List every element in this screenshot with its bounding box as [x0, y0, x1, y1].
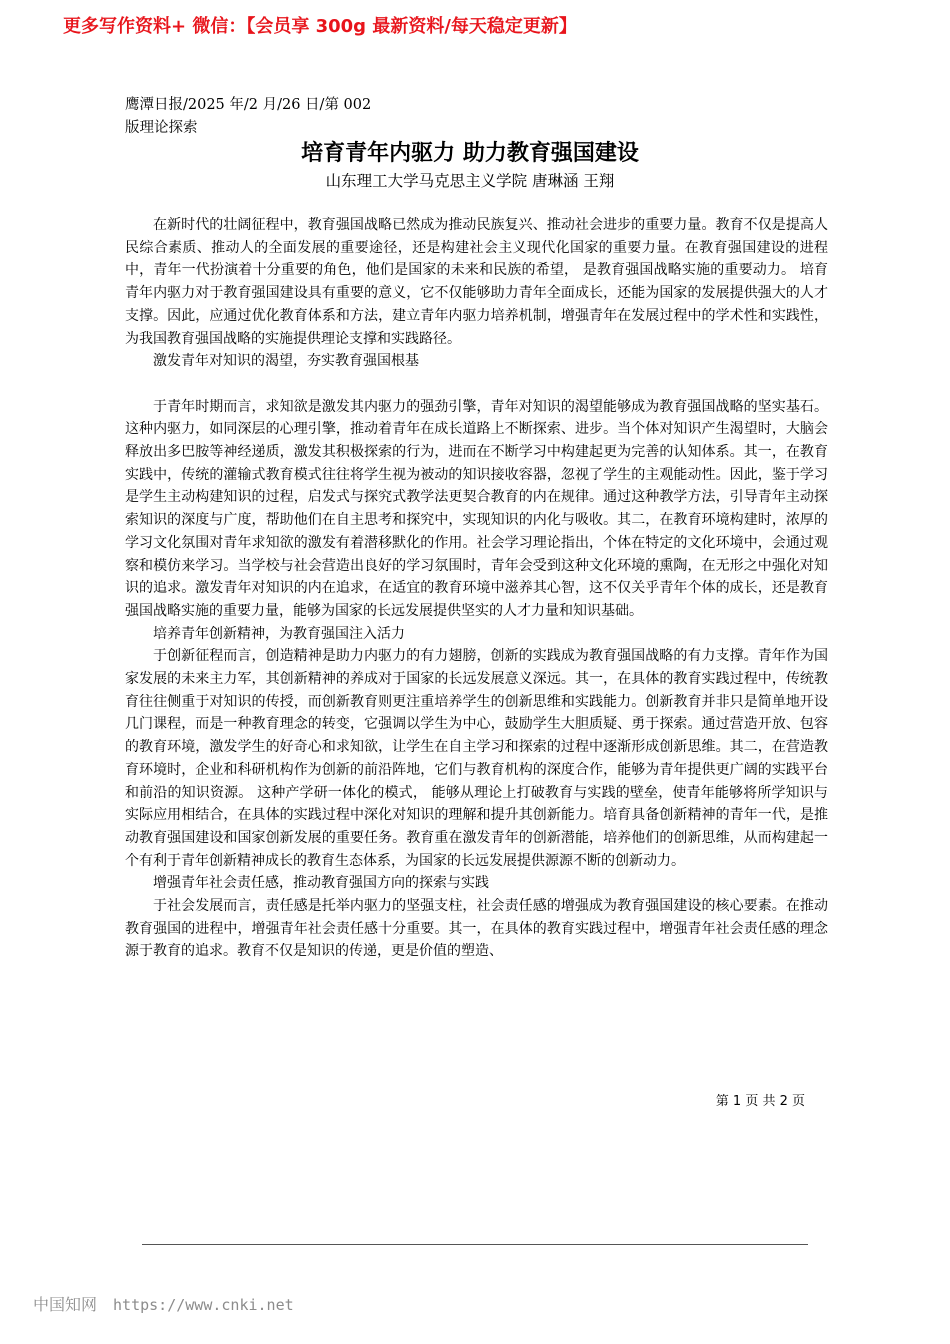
source-citation-line-1: 鹰潭日报/2025 年/2 月/26 日/第 002 — [125, 97, 372, 113]
source-citation-line-2: 版理论探索 — [125, 120, 198, 136]
intro-paragraph: 在新时代的壮阔征程中，教育强国战略已然成为推动民族复兴、推动社会进步的重要力量。教育不仅是提高人民综合素质、推动人的全面发展的重要途径，还是构建社会主义现代化国家的重要力量。在教育强国建设的进程中，青年一代扮演着十分重要的角色，他们是国家的未来和民族的希望， 是教育强国战略实施的重要动力。 培育青年内驱力对于教育强国建设具有重要的意义，它不仅能够助力青年全面成长，还能为国家的发展提供强大的人才支撑。因此，应通过优化教育体系和方法，建立青年内驱力培养机制，增强青年在发展过程中的学术性和实践性，为我国教育强国战略的实施提供理论支撑和实践路径。 — [125, 217, 828, 347]
article-title: 培育青年内驱力 助力教育强国建设 — [301, 141, 639, 166]
section-paragraph-innovation: 于创新征程而言，创造精神是助力内驱力的有力翅膀，创新的实践成为教育强国战略的有力支撑。青年作为国家发展的未来主力军，其创新精神的养成对于国家的长远发展意义深远。其一，在具体的教育实践过程中，传统教育往往侧重于对知识的传授，而创新教育则更注重培养学生的创新思维和实践能力。创新教育并非只是简单地开设几门课程，而是一种教育理念的转变，它强调以学生为中心，鼓励学生大胆质疑、勇于探索。通过营造开放、包容的教育环境，激发学生的好奇心和求知欲，让学生在自主学习和探索的过程中逐渐形成创新思维。其二，在营造教育环境时，企业和科研机构作为创新的前沿阵地，它们与教育机构的深度合作，能够为青年提供更广阔的实践平台和前沿的知识资源。 这种产学研一体化的模式， 能够从理论上打破教育与实践的壁垒，使青年能够将所学知识与实际应用相结合，在具体的实践过程中深化对知识的理解和提升其创新能力。培育具备创新精神的青年一代，是推动教育强国建设和国家创新发展的重要任务。教育重在激发青年的创新潜能，培养他们的创新思维，从而构建起一个有利于青年创新精神成长的教育生态体系，为国家的长远发展提供源源不断的创新动力。 — [125, 648, 828, 869]
section-heading-innovation: 培养青年创新精神，为教育强国注入活力 — [153, 625, 405, 642]
section-heading-knowledge: 激发青年对知识的渴望，夯实教育强国根基 — [153, 353, 419, 370]
section-paragraph-knowledge: 于青年时期而言，求知欲是激发其内驱力的强劲引擎，青年对知识的渴望能够成为教育强国战略的坚实基石。这种内驱力，如同深层的心理引擎，推动着青年在成长道路上不断探索、进步。当个体对知识产生渴望时，大脑会释放出多巴胺等神经递质，激发其积极探索的行为，进而在不断学习中构建起更为完善的认知体系。其一，在教育实践中，传统的灌输式教育模式往往将学生视为被动的知识接收容器，忽视了学生的主观能动性。因此，鉴于学习是学生主动构建知识的过程，启发式与探究式教学法更契合教育的内在规律。通过这种教学方法，引导青年主动探索知识的深度与广度，帮助他们在自主思考和探究中，实现知识的内化与吸收。其二，在教育环境构建时，浓厚的学习文化氛围对青年求知欲的激发有着潜移默化的作用。社会学习理论指出，个体在特定的文化环境中，会通过观察和模仿来学习。当学校与社会营造出良好的学习氛围时，青年会受到这种文化环境的熏陶，在无形之中强化对知识的追求。激发青年对知识的内在追求，在适宜的教育环境中滋养其心智，这不仅关乎青年个体的成长，还是教育强国战略实施的重要力量，能够为国家的长远发展提供坚实的人才力量和知识基础。 — [125, 398, 828, 619]
promo-banner: 更多写作资料+ 微信：【会员享 300g 最新资料/每天稳定更新】 — [63, 16, 577, 37]
cnki-watermark — [33, 1294, 294, 1316]
source-citation — [125, 94, 825, 140]
section-heading-responsibility: 增强青年社会责任感，推动教育强国方向的探索与实践 — [153, 875, 489, 892]
article-body — [125, 214, 828, 963]
page-number: 第 1 页 共 2 页 — [715, 1094, 805, 1109]
section-paragraph-responsibility: 于社会发展而言，责任感是托举内驱力的坚强支柱，社会责任感的增强成为教育强国建设的核心要素。在推动教育强国的进程中，增强青年社会责任感十分重要。其一，在具体的教育实践过程中，增强青年社会责任感的理念源于教育的追求。教育不仅是知识的传递，更是价值的塑造、 — [125, 898, 828, 960]
paragraph-spacer — [125, 373, 828, 396]
footer-divider — [142, 1244, 808, 1245]
watermark-url[interactable]: https://www.cnki.net — [113, 1296, 294, 1314]
author-line: 山东理工大学马克思主义学院 唐琳涵 王翔 — [325, 172, 615, 190]
watermark-brand: 中国知网 — [33, 1295, 98, 1314]
